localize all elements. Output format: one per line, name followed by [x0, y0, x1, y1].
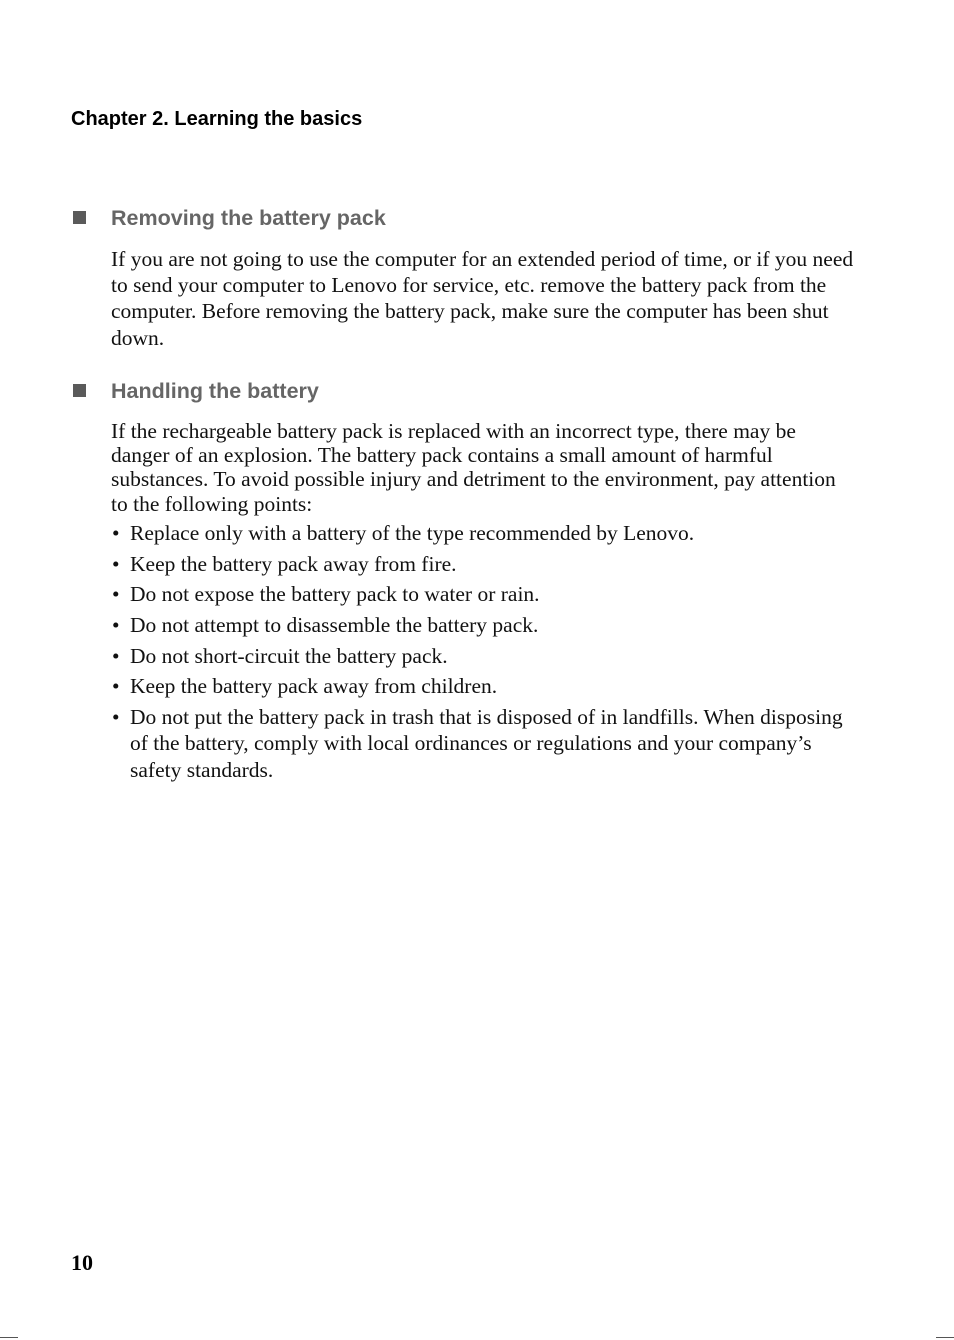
section-heading [71, 378, 861, 408]
list-item-text: Keep the battery pack away from children. [130, 674, 498, 699]
section-removing-battery-pack [71, 205, 861, 351]
section-heading-text: Removing the battery pack [111, 206, 386, 230]
list-item-text: Do not put the battery pack in trash that is disposed of in landfills. When disposing of the battery, comply with local ordinances or regulations and your company’s safety standards. [130, 704, 843, 782]
list-item [111, 581, 856, 608]
bullet-dot-icon: • [112, 582, 120, 607]
list-item [111, 551, 856, 578]
bullet-dot-icon: • [112, 704, 120, 729]
section-paragraph: If the rechargeable battery pack is replaced with an incorrect type, there may be danger of an explosion. The battery pack contains a small amount of harmful substances. To avoid possible injury and detriment to the environment, pay attention to the following points: [111, 419, 836, 516]
bullet-dot-icon: • [112, 612, 120, 637]
list-item-text: Do not short-circuit the battery pack. [130, 643, 448, 668]
crop-mark-left [0, 1337, 18, 1338]
bullet-dot-icon: • [112, 520, 120, 545]
bullet-dot-icon: • [112, 674, 120, 699]
crop-mark-right [936, 1337, 954, 1338]
section-paragraph: If you are not going to use the computer for an extended period of time, or if you need to send your computer to Lenovo for service, etc. remove the battery pack from the computer. Before removing the battery pack, make sure the computer has been shut down. [111, 247, 854, 350]
list-item-text: Replace only with a battery of the type recommended by Lenovo. [130, 520, 695, 545]
list-item-text: Do not expose the battery pack to water or rain. [130, 582, 540, 607]
chapter-header: Chapter 2. Learning the basics [71, 108, 363, 130]
list-item [111, 520, 856, 547]
section-heading [71, 205, 861, 235]
bullet-dot-icon: • [112, 551, 120, 576]
list-item [111, 704, 856, 784]
list-item-text: Keep the battery pack away from fire. [130, 551, 457, 576]
list-item [111, 612, 856, 639]
list-item-text: Do not attempt to disassemble the battery pack. [130, 612, 539, 637]
square-bullet-icon [73, 384, 86, 397]
safety-bullet-list [111, 520, 856, 784]
section-heading-text: Handling the battery [111, 379, 319, 403]
list-item [111, 673, 856, 700]
list-item [111, 643, 856, 670]
square-bullet-icon [73, 211, 86, 224]
page-number: 10 [71, 1250, 93, 1275]
bullet-dot-icon: • [112, 643, 120, 668]
section-handling-battery [71, 378, 861, 788]
